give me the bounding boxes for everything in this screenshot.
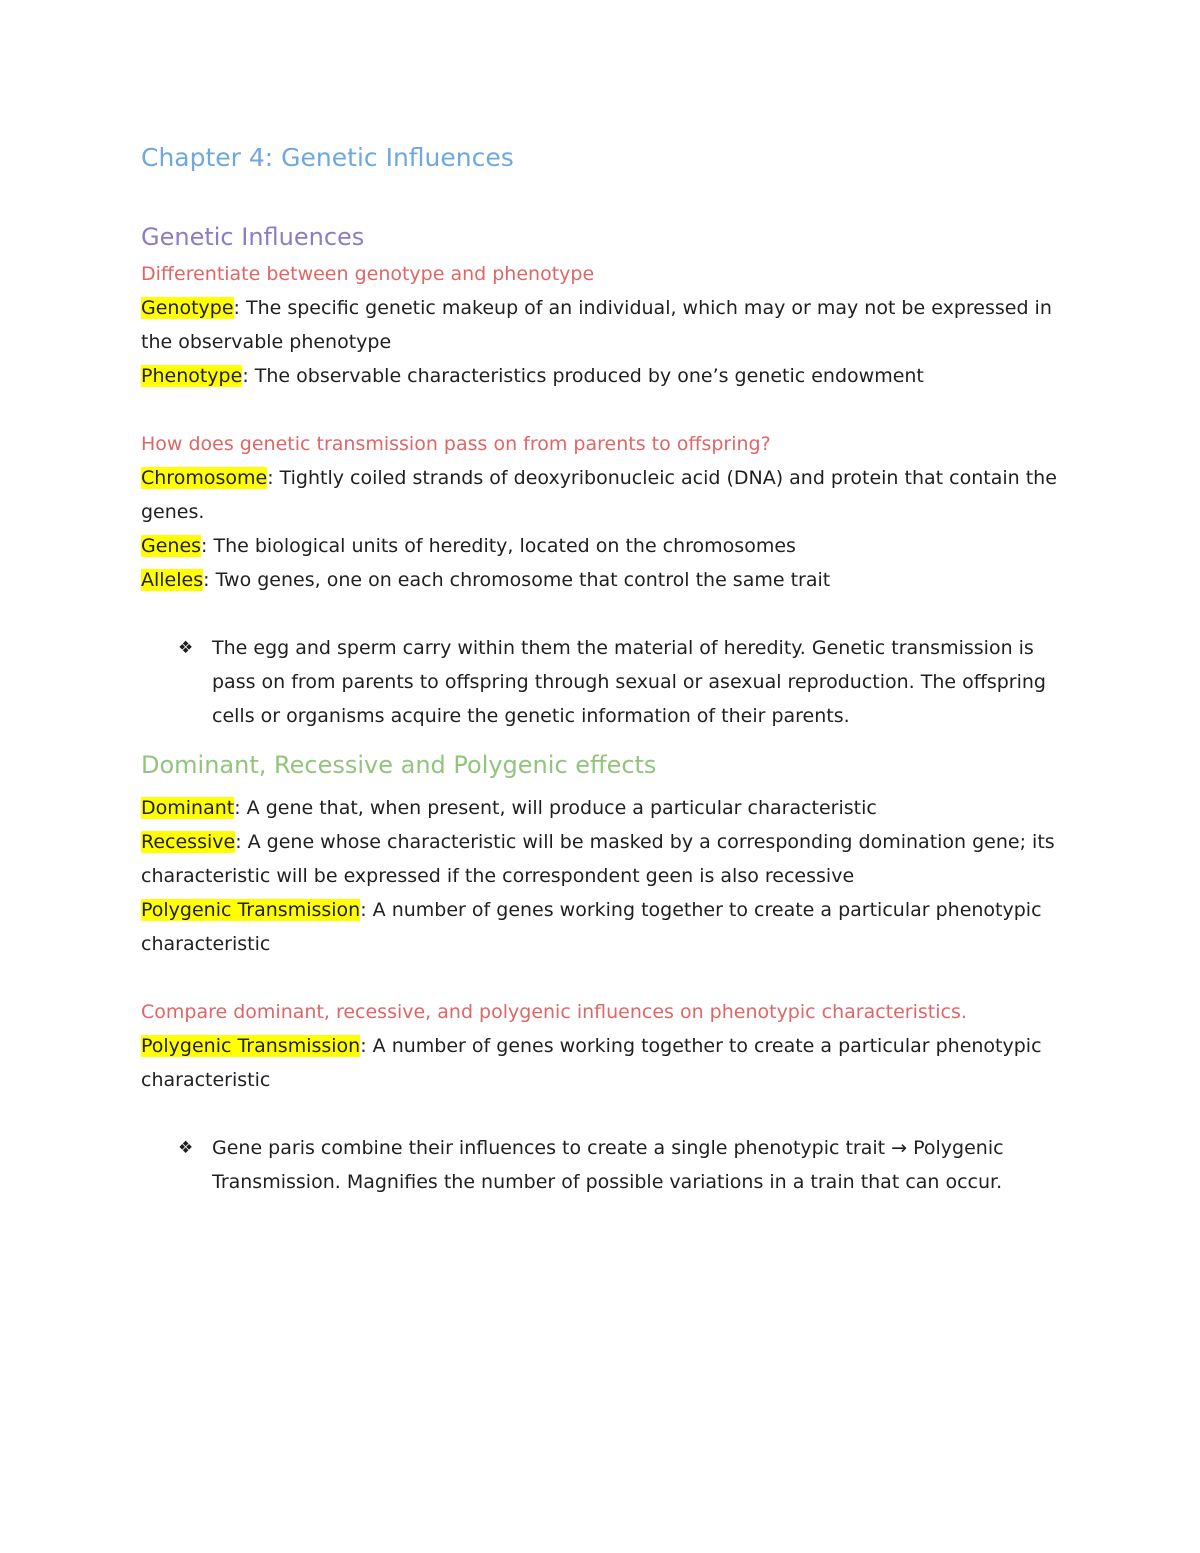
definition-text: : The observable characteristics produced by one’s genetic endowment — [242, 365, 924, 387]
term-chromosome: Chromosome — [141, 467, 268, 489]
spacer — [141, 1097, 1071, 1131]
section-title-dominant-recessive: Dominant, Recessive and Polygenic effects — [141, 751, 657, 779]
bullet-text: The egg and sperm carry within them the material of heredity. Genetic transmission is pass on from parents to offspring through sexual or asexual reproduction. The offspring cells or organisms acquire the genetic information of their parents. — [212, 637, 1046, 727]
definition-text: : The biological units of heredity, located on the chromosomes — [201, 535, 796, 557]
term-phenotype: Phenotype — [141, 365, 243, 387]
definition-genotype — [141, 291, 1071, 359]
term-genotype: Genotype — [141, 297, 234, 319]
term-recessive: Recessive — [141, 831, 236, 853]
definition-text: : A number of genes working together to create a particular phenotypic characteristic — [141, 899, 1042, 955]
chapter-title: Chapter 4: Genetic Influences — [141, 143, 514, 172]
definition-phenotype — [141, 359, 1071, 393]
term-dominant: Dominant — [141, 797, 235, 819]
bullet-item-heredity — [141, 631, 1071, 733]
section-heading-wrapper — [141, 745, 1071, 785]
term-genes: Genes — [141, 535, 202, 557]
definition-alleles — [141, 563, 1071, 597]
question-genetic-transmission: How does genetic transmission pass on from parents to offspring? — [141, 433, 771, 455]
section-title-genetic-influences: Genetic Influences — [141, 223, 365, 251]
spacer — [141, 597, 1071, 631]
definition-chromosome — [141, 461, 1071, 529]
definition-text: : A number of genes working together to create a particular phenotypic characteristic — [141, 1035, 1042, 1091]
definition-genes — [141, 529, 1071, 563]
bullet-item-gene-pairs — [141, 1131, 1071, 1199]
definition-text: : Tightly coiled strands of deoxyribonucleic acid (DNA) and protein that contain the genes. — [141, 467, 1057, 523]
definition-text: : A gene whose characteristic will be masked by a corresponding domination gene; its characteristic will be expressed if the correspondent geen is also recessive — [141, 831, 1055, 887]
question-genotype-phenotype: Differentiate between genotype and phenotype — [141, 263, 595, 285]
definition-recessive — [141, 825, 1071, 893]
question-compare-influences: Compare dominant, recessive, and polygenic influences on phenotypic characteristics. — [141, 1001, 967, 1023]
spacer — [141, 393, 1071, 427]
definition-text: : A gene that, when present, will produce a particular characteristic — [234, 797, 877, 819]
definition-text: : The specific genetic makeup of an individual, which may or may not be expressed in the observable phenotype — [141, 297, 1052, 353]
definition-text: : Two genes, one on each chromosome that control the same trait — [203, 569, 831, 591]
spacer — [141, 961, 1071, 995]
definition-polygenic-transmission-2 — [141, 1029, 1071, 1097]
term-polygenic-transmission: Polygenic Transmission — [141, 1035, 361, 1057]
diamond-bullet-icon: ❖ — [178, 1138, 194, 1158]
definition-polygenic-transmission — [141, 893, 1071, 961]
diamond-bullet-icon: ❖ — [178, 638, 194, 658]
term-polygenic-transmission: Polygenic Transmission — [141, 899, 361, 921]
definition-dominant — [141, 791, 1071, 825]
document-body — [141, 138, 1071, 1199]
term-alleles: Alleles — [141, 569, 204, 591]
bullet-text: Gene paris combine their influences to create a single phenotypic trait → Polygenic Transmission. Magnifies the number of possible variations in a train that can occur. — [212, 1137, 1004, 1193]
